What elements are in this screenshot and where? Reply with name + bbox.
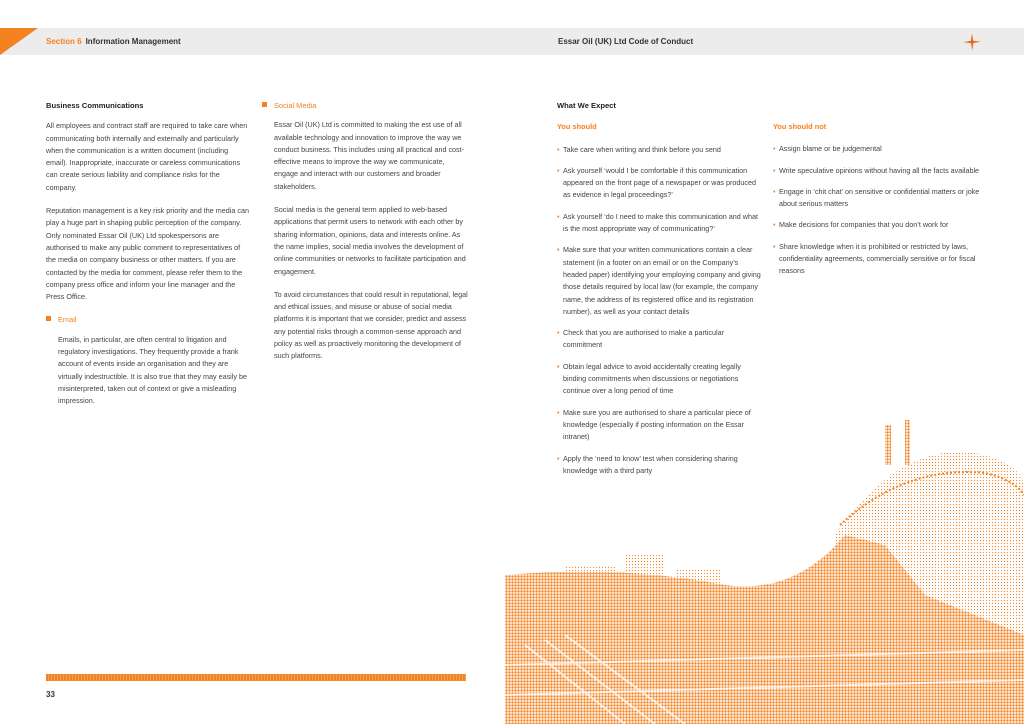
you-should-not-column — [773, 121, 983, 287]
social-media-para-2: Social media is the general term applied to web-based applications that permit users to network with each other by sharing information, opinions, data and interests online. As the name implies, social media involves the development of online communities or networks to facilitate participation and engagement. — [274, 205, 466, 276]
social-media-para-3: To avoid circumstances that could result in reputational, legal and ethical issues, and misuse or abuse of social media platforms it is important that we consider, predict and assess any potential risks through a common-sense approach and policy as well as proactively monitoring the development of such platforms. — [274, 289, 468, 361]
list-item: • Ask yourself ‘would I be comfortable if this communication appeared on the front page of a newspaper or was produced as evidence in legal proceedings?’ — [557, 165, 762, 202]
email-heading — [46, 314, 251, 326]
section-title: Information Management — [85, 37, 181, 46]
what-we-expect-heading: What We Expect — [557, 101, 616, 110]
list-item: • Share knowledge when it is prohibited or restricted by laws, confidentiality agreements, commercially sensitive or for fiscal reasons — [773, 241, 983, 278]
business-communications-column — [46, 100, 251, 419]
you-should-not-heading: You should not — [773, 122, 827, 131]
business-communications-para-1: All employees and contract staff are required to take care when communicating both internally and externally and particularly when the communication is a written document (including email). Inappropriate, inaccurate or careless communications can create serious liability and compliance risks for the company. — [46, 121, 248, 192]
essar-logo-icon — [963, 33, 981, 51]
business-communications-para-2: Reputation management is a key risk priority and the media can play a huge part in shaping public perception of the company. Only nominated Essar Oil (UK) Ltd spokespersons are authorised to make any public comment to representatives of the media on company business or other matters. If you are contacted by the media for comment, please refer them to the company press office and inform your line manager and the Press Office. — [46, 206, 249, 302]
refinery-halftone-photo — [505, 395, 1024, 724]
list-item: • Engage in ‘chit chat’ on sensitive or confidential matters or joke about serious matters — [773, 186, 983, 211]
social-media-para-1: Essar Oil (UK) Ltd is committed to making the est use of all available technology and innovation to improve the way we conduct business. This includes using all practical and cost-effective means to improve the way we communicate, engage and interact with our customers and broader stakeholders. — [274, 120, 465, 191]
social-media-body — [262, 119, 470, 362]
list-item: • Obtain legal advice to avoid accidentally creating legally binding commitments when discussions or negotiations continue over a long period of time — [557, 361, 762, 398]
social-media-heading — [262, 100, 470, 112]
email-paragraph: Emails, in particular, are often central to litigation and regulatory investigations. They frequently provide a frank account of events inside an organisation and they are virtually indestructible. It is also true that they may easily be misinterpreted, taken out of context or give a misleading impression. — [58, 334, 247, 406]
square-bullet-icon — [46, 316, 51, 321]
list-item: • Write speculative opinions without having all the facts available — [773, 165, 983, 177]
social-media-column — [262, 100, 470, 374]
document-title: Essar Oil (UK) Ltd Code of Conduct — [558, 37, 694, 46]
footer-orange-bar — [46, 674, 466, 681]
list-item: • Make decisions for companies that you don’t work for — [773, 219, 983, 231]
business-communications-heading: Business Communications — [46, 101, 144, 110]
list-item: • Ask yourself ‘do I need to make this communication and what is the most appropriate way of communicating?’ — [557, 211, 762, 236]
section-header — [46, 37, 181, 46]
list-item: • Make sure you are authorised to share a particular piece of knowledge (especially if posting information on the Essar intranet) — [557, 407, 762, 444]
email-heading-text: Email — [58, 315, 77, 325]
list-item: • Check that you are authorised to make a particular commitment — [557, 327, 762, 352]
square-bullet-icon — [262, 102, 267, 107]
section-label: Section 6 — [46, 37, 82, 46]
list-item: • Apply the ‘need to know’ test when considering sharing knowledge with a third party — [557, 453, 762, 478]
header-corner-accent — [0, 28, 38, 55]
you-should-not-list — [773, 143, 983, 277]
list-item: • Assign blame or be judgemental — [773, 143, 983, 155]
list-item: • Take care when writing and think before you send — [557, 144, 762, 156]
social-media-heading-text: Social Media — [274, 101, 317, 110]
list-item: • Make sure that your written communications contain a clear statement (in a footer on an email or on the Company’s headed paper) identifying your employing company and giving those details required by local law (for example, the company name, the address of its registered office and its registration number), as well as your contact details — [557, 244, 762, 318]
you-should-heading: You should — [557, 122, 597, 132]
page-number: 33 — [46, 690, 55, 699]
